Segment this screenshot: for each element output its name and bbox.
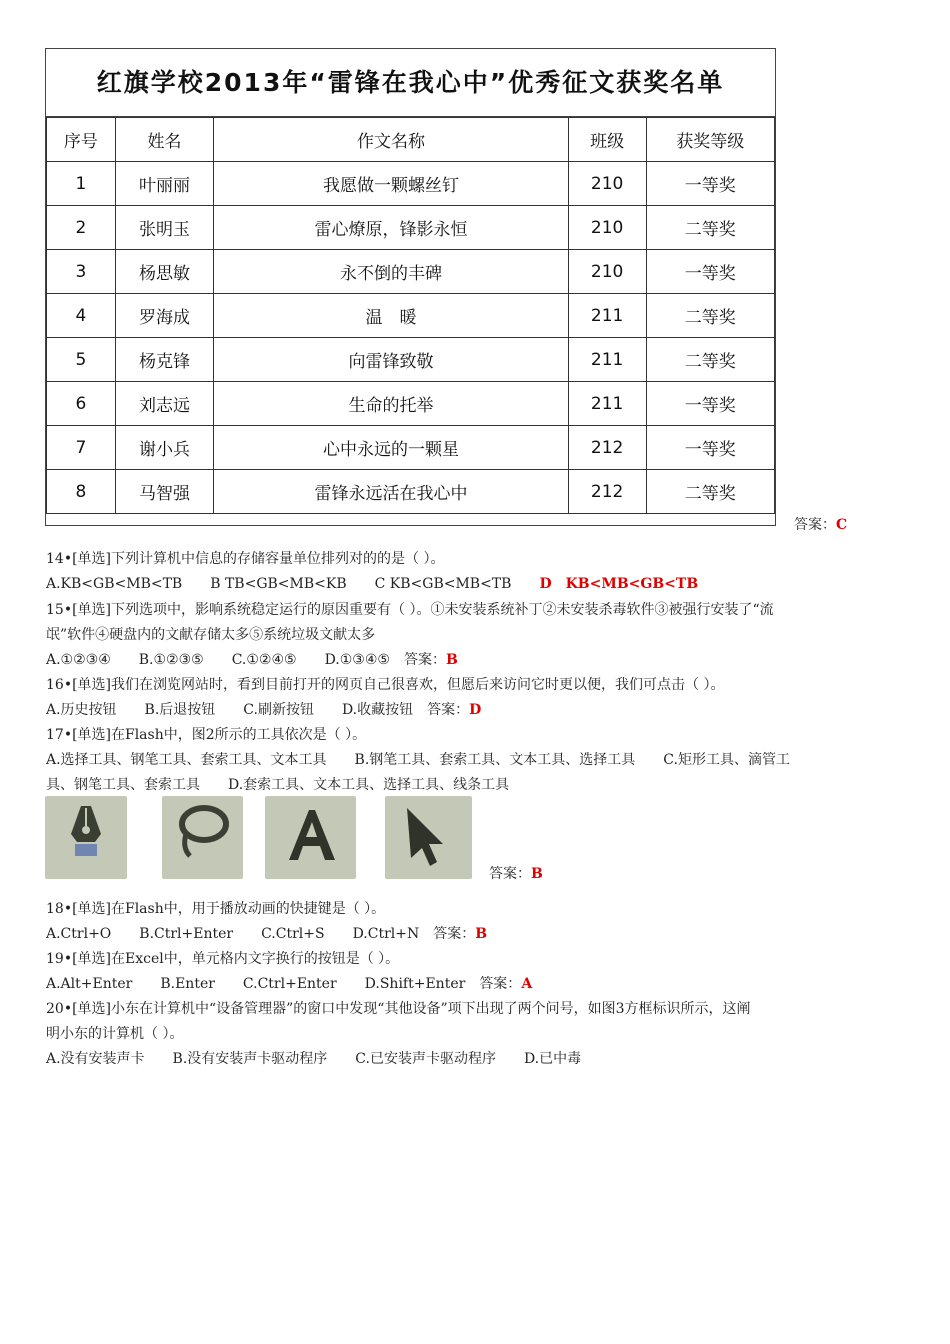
answer-prefix: 答案： [427, 702, 470, 718]
header-name: 姓名 [115, 118, 214, 162]
q15-question-cont: 氓”软件④硬盘内的文献存储太多⑤系统垃圾文献太多 [46, 627, 376, 643]
cell-award-level: 二等奖 [646, 338, 775, 382]
award-list-title: 红旗学校2013年“雷锋在我心中”优秀征文获奖名单 [46, 49, 775, 117]
header-class: 班级 [568, 118, 646, 162]
q17-options-cont: 具、钢笔工具、套索工具 D.套索工具、文本工具、选择工具、线条工具 [46, 777, 510, 793]
cell-number: 8 [47, 470, 116, 514]
q15-answer: B [445, 652, 458, 668]
q20-question: 20•[单选]小东在计算机中“设备管理器”的窗口中发现“其他设备”项下出现了两个问号，如图3方框标识所示，这阐 [46, 1001, 751, 1017]
q15-question: 15•[单选]下列选项中，影响系统稳定运行的原因重要有（ ）。①未安装系统补丁②未安装杀毒软件③被强行安装了“流 [46, 602, 774, 618]
table-row [47, 250, 775, 294]
cell-number: 7 [47, 426, 116, 470]
answer-prefix: 答案： [479, 976, 522, 992]
q19-answer: A [521, 976, 533, 992]
cell-number: 6 [47, 382, 116, 426]
q20-question-cont: 明小东的计算机（ ）。 [46, 1026, 184, 1042]
table-row [47, 294, 775, 338]
q17-question: 17•[单选]在Flash中，图2所示的工具依次是（ ）。 [46, 727, 367, 743]
cell-award-level: 一等奖 [646, 426, 775, 470]
q17-answer: B [531, 866, 543, 882]
q19-options [46, 974, 532, 994]
q18-answer: B [475, 926, 488, 942]
header-essay-title: 作文名称 [214, 118, 568, 162]
q14-option-text: A.KB<GB<MB<TB B TB<GB<MB<KB C KB<GB<MB<TB [46, 576, 540, 592]
q13-answer [794, 514, 847, 534]
cell-award-level: 二等奖 [646, 206, 775, 250]
cell-essay-title: 永不倒的丰碑 [214, 250, 568, 294]
cell-award-level: 二等奖 [646, 470, 775, 514]
cell-name: 马智强 [115, 470, 214, 514]
cell-name: 杨克锋 [115, 338, 214, 382]
award-table [46, 117, 775, 514]
arrow-tool-icon [385, 796, 472, 879]
cell-name: 叶丽丽 [115, 162, 214, 206]
cell-essay-title: 雷锋永远活在我心中 [214, 470, 568, 514]
flash-tool-icons-figure [0, 796, 950, 882]
cell-award-level: 二等奖 [646, 294, 775, 338]
cell-award-level: 一等奖 [646, 162, 775, 206]
table-row [47, 206, 775, 250]
cell-essay-title: 生命的托举 [214, 382, 568, 426]
cell-essay-title: 雷心燎原，锋影永恒 [214, 206, 568, 250]
award-list-figure [45, 48, 776, 526]
q18-option-text: A.Ctrl+O B.Ctrl+Enter C.Ctrl+S D.Ctrl+N [46, 926, 434, 942]
cell-class: 210 [568, 250, 646, 294]
q18-question: 18•[单选]在Flash中，用于播放动画的快捷键是（ ）。 [46, 901, 386, 917]
table-row [47, 470, 775, 514]
cell-number: 5 [47, 338, 116, 382]
header-award-level: 获奖等级 [646, 118, 775, 162]
cell-essay-title: 温 暖 [214, 294, 568, 338]
cell-number: 1 [47, 162, 116, 206]
q19-question: 19•[单选]在Excel中，单元格内文字换行的按钮是（ ）。 [46, 951, 400, 967]
answer-prefix: 答案： [433, 926, 476, 942]
lasso-tool-icon [162, 796, 243, 879]
cell-name: 杨思敏 [115, 250, 214, 294]
cell-essay-title: 向雷锋致敬 [214, 338, 568, 382]
award-table-header-row [47, 118, 775, 162]
cell-award-level: 一等奖 [646, 382, 775, 426]
table-row [47, 162, 775, 206]
cell-name: 刘志远 [115, 382, 214, 426]
q16-answer: D [469, 702, 482, 718]
cell-class: 210 [568, 206, 646, 250]
cell-number: 2 [47, 206, 116, 250]
cell-number: 3 [47, 250, 116, 294]
table-row [47, 426, 775, 470]
pen-tool-icon [45, 796, 127, 879]
cell-class: 210 [568, 162, 646, 206]
cell-essay-title: 我愿做一颗螺丝钉 [214, 162, 568, 206]
text-tool-icon [265, 796, 356, 879]
answer-letter: C [836, 517, 848, 533]
cell-class: 211 [568, 294, 646, 338]
header-number: 序号 [47, 118, 116, 162]
q18-options [46, 924, 487, 944]
cell-essay-title: 心中永远的一颗星 [214, 426, 568, 470]
q19-option-text: A.Alt+Enter B.Enter C.Ctrl+Enter D.Shift+Enter [46, 976, 480, 992]
cell-number: 4 [47, 294, 116, 338]
cell-class: 212 [568, 470, 646, 514]
q14-answer: D KB<MB<GB<TB [539, 576, 699, 592]
q15-options [46, 650, 458, 670]
cell-name: 张明玉 [115, 206, 214, 250]
answer-prefix: 答案： [489, 866, 531, 882]
cell-class: 212 [568, 426, 646, 470]
q17-options: A.选择工具、钢笔工具、套索工具、文本工具 B.钢笔工具、套索工具、文本工具、选择工具 C.矩形工具、滴管工 [46, 752, 790, 768]
q16-options [46, 700, 481, 720]
cell-award-level: 一等奖 [646, 250, 775, 294]
table-row [47, 338, 775, 382]
cell-name: 罗海成 [115, 294, 214, 338]
cell-class: 211 [568, 338, 646, 382]
q17-answer-line [489, 864, 543, 884]
q15-option-text: A.①②③④ B.①②③⑤ C.①②④⑤ D.①③④⑤ [46, 652, 404, 668]
table-row [47, 382, 775, 426]
q16-question: 16•[单选]我们在浏览网站时，看到目前打开的网页自己很喜欢，但愿后来访问它时更以便，我们可点击（ ）。 [46, 677, 725, 693]
q14-question: 14•[单选]下列计算机中信息的存储容量单位排列对的的是（ ）。 [46, 551, 445, 567]
q20-options: A.没有安装声卡 B.没有安装声卡驱动程序 C.已安装声卡驱动程序 D.已中毒 [46, 1051, 582, 1067]
answer-prefix: 答案： [403, 652, 446, 668]
q16-option-text: A.历史按钮 B.后退按钮 C.刷新按钮 D.收藏按钮 [46, 702, 428, 718]
cell-name: 谢小兵 [115, 426, 214, 470]
q14-options [46, 574, 698, 594]
cell-class: 211 [568, 382, 646, 426]
answer-prefix: 答案： [794, 517, 836, 533]
